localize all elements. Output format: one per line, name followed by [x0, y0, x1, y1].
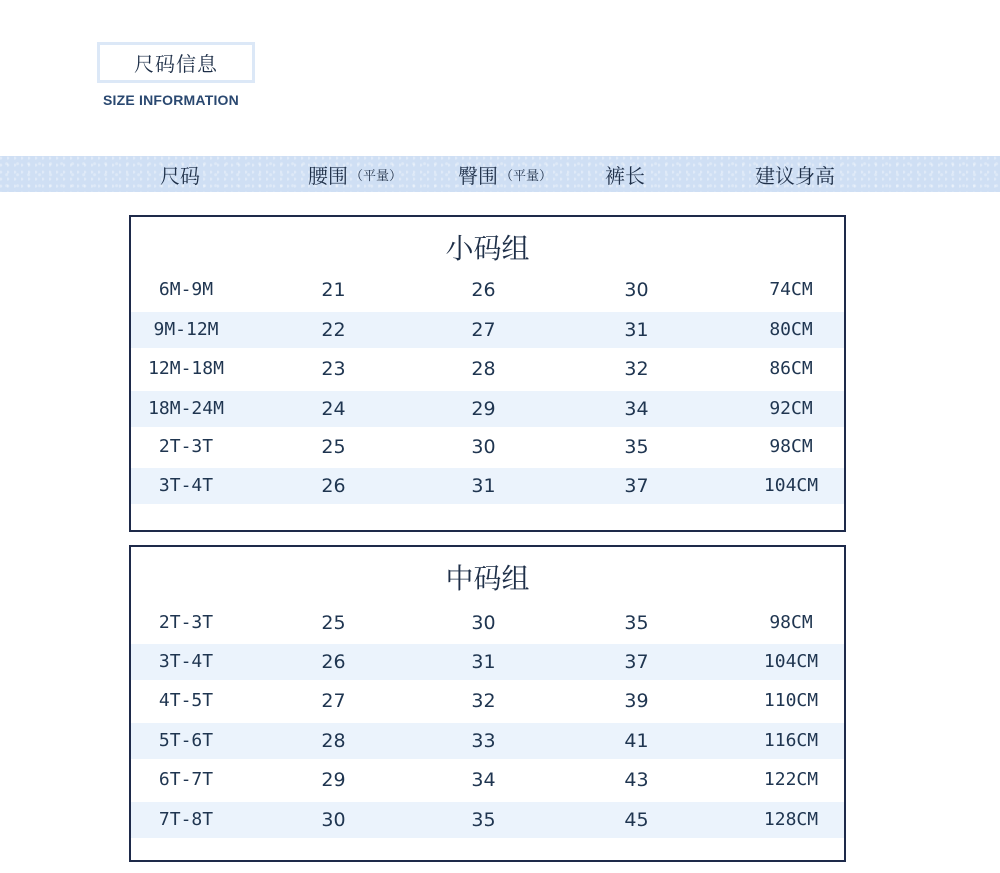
cell-waist: 23	[321, 358, 346, 380]
section-title: 尺码信息	[134, 52, 218, 76]
cell-length: 31	[624, 319, 649, 341]
cell-hip: 30	[471, 612, 496, 634]
cell-hip: 26	[471, 279, 496, 301]
cell-height: 128CM	[763, 809, 819, 830]
cell-size: 3T-4T	[158, 651, 214, 672]
cell-height: 86CM	[769, 358, 813, 379]
cell-size: 6M-9M	[158, 279, 214, 300]
header-height	[725, 156, 865, 192]
cell-hip: 30	[471, 436, 496, 458]
cell-hip: 35	[471, 809, 496, 831]
cell-length: 35	[624, 436, 649, 458]
cell-waist: 22	[321, 319, 346, 341]
cell-size: 2T-3T	[158, 612, 214, 633]
cell-hip: 33	[471, 730, 496, 752]
cell-hip: 28	[471, 358, 496, 380]
cell-waist: 25	[321, 436, 346, 458]
cell-height: 104CM	[763, 651, 819, 672]
header-waist-note: （平量）	[349, 168, 402, 184]
cell-waist: 30	[321, 809, 346, 831]
cell-length: 43	[624, 769, 649, 791]
table-row	[131, 644, 844, 680]
table-row	[131, 391, 844, 427]
cell-waist: 25	[321, 612, 346, 634]
cell-hip: 31	[471, 651, 496, 673]
table-row	[131, 605, 844, 641]
cell-length: 35	[624, 612, 649, 634]
table-row	[131, 723, 844, 759]
cell-size: 2T-3T	[158, 436, 214, 457]
cell-length: 32	[624, 358, 649, 380]
header-size-label: 尺码	[160, 163, 200, 188]
header-size	[130, 156, 230, 192]
cell-height: 92CM	[769, 398, 813, 419]
cell-hip: 29	[471, 398, 496, 420]
table-row	[131, 429, 844, 465]
header-hip-label: 臀围	[457, 163, 498, 188]
cell-waist: 29	[321, 769, 346, 791]
header-height-label: 建议身高	[755, 163, 835, 188]
cell-waist: 26	[321, 651, 346, 673]
cell-size: 3T-4T	[158, 475, 214, 496]
cell-length: 34	[624, 398, 649, 420]
table-row	[131, 272, 844, 308]
header-hip-note: （平量）	[499, 168, 552, 184]
header-waist	[280, 156, 430, 192]
cell-size: 9M-12M	[153, 319, 219, 340]
size-group-small	[129, 215, 846, 532]
cell-waist: 24	[321, 398, 346, 420]
table-row	[131, 468, 844, 504]
cell-size: 4T-5T	[158, 690, 214, 711]
cell-length: 37	[624, 475, 649, 497]
table-row	[131, 312, 844, 348]
cell-size: 7T-8T	[158, 809, 214, 830]
cell-hip: 32	[471, 690, 496, 712]
cell-height: 74CM	[769, 279, 813, 300]
table-row	[131, 762, 844, 798]
cell-height: 116CM	[763, 730, 819, 751]
cell-height: 98CM	[769, 612, 813, 633]
cell-height: 98CM	[769, 436, 813, 457]
table-row	[131, 802, 844, 838]
cell-waist: 26	[321, 475, 346, 497]
group-title: 中码组	[445, 562, 530, 595]
cell-waist: 27	[321, 690, 346, 712]
cell-length: 39	[624, 690, 649, 712]
header-hip	[430, 156, 580, 192]
cell-length: 41	[624, 730, 649, 752]
table-row	[131, 683, 844, 719]
header-waist-label: 腰围	[307, 163, 348, 188]
cell-hip: 34	[471, 769, 496, 791]
cell-size: 12M-18M	[148, 358, 224, 379]
cell-hip: 31	[471, 475, 496, 497]
header-length-label: 裤长	[605, 163, 645, 188]
cell-height: 104CM	[763, 475, 819, 496]
cell-length: 37	[624, 651, 649, 673]
cell-size: 5T-6T	[158, 730, 214, 751]
cell-waist: 28	[321, 730, 346, 752]
cell-size: 18M-24M	[148, 398, 224, 419]
cell-height: 80CM	[769, 319, 813, 340]
cell-length: 30	[624, 279, 649, 301]
section-subtitle: SIZE INFORMATION	[103, 92, 239, 108]
cell-height: 110CM	[763, 690, 819, 711]
cell-length: 45	[624, 809, 649, 831]
table-header	[0, 156, 1000, 192]
cell-size: 6T-7T	[158, 769, 214, 790]
cell-waist: 21	[321, 279, 346, 301]
cell-height: 122CM	[763, 769, 819, 790]
section-title-badge	[97, 42, 255, 83]
size-group-medium	[129, 545, 846, 862]
header-length	[575, 156, 675, 192]
group-title: 小码组	[445, 232, 530, 265]
table-row	[131, 351, 844, 387]
cell-hip: 27	[471, 319, 496, 341]
